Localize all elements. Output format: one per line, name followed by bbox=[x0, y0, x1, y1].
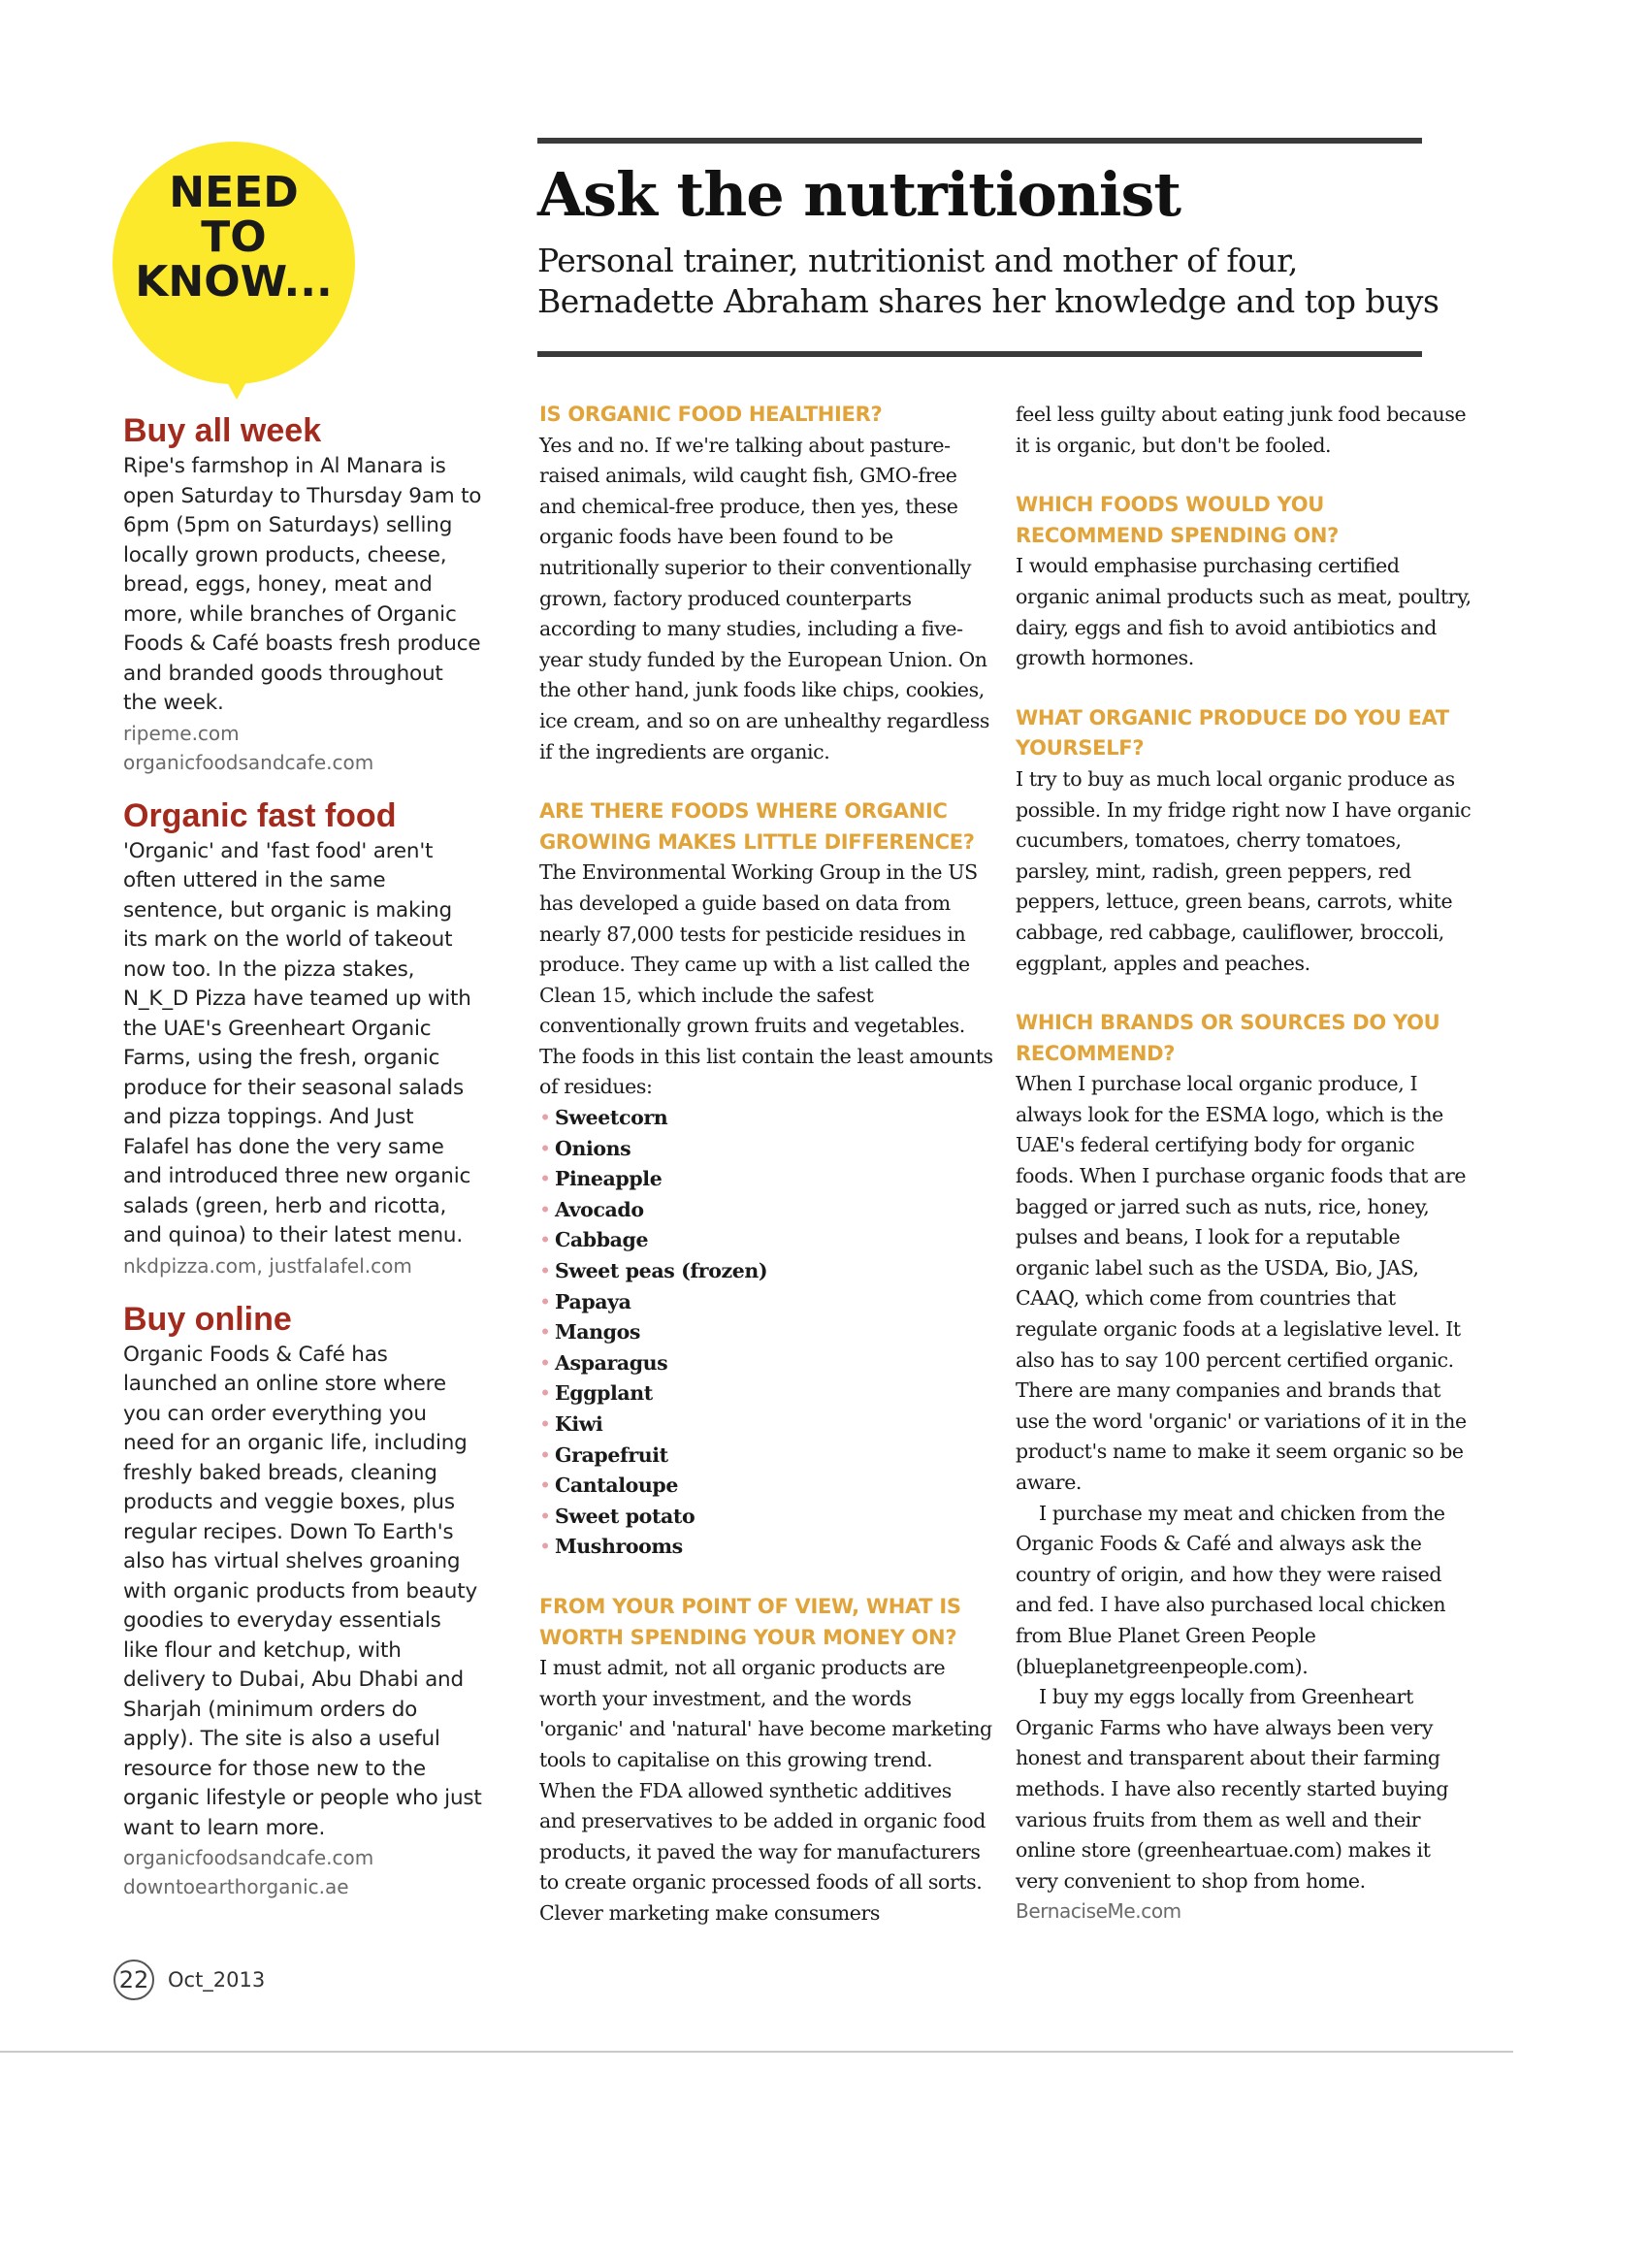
question-heading: WHICH FOODS WOULD YOU RECOMMEND SPENDING ON? bbox=[1016, 493, 1340, 547]
sidebar-section-buy-online bbox=[123, 1300, 482, 1902]
sidebar-link[interactable]: ripeme.com bbox=[123, 721, 240, 745]
article-column-2 bbox=[1016, 400, 1471, 1928]
list-item: • Papaya bbox=[539, 1287, 993, 1318]
sidebar-heading: Organic fast food bbox=[123, 796, 397, 834]
list-item: • Kiwi bbox=[539, 1409, 993, 1441]
title-rule-top bbox=[537, 138, 1422, 144]
sidebar-heading: Buy all week bbox=[123, 412, 322, 449]
scan-edge-line bbox=[0, 2051, 1513, 2053]
list-item: • Mushrooms bbox=[539, 1532, 993, 1563]
list-item: • Sweet peas (frozen) bbox=[539, 1256, 993, 1287]
badge-line: TO bbox=[201, 212, 267, 262]
sidebar-heading: Buy online bbox=[123, 1300, 292, 1338]
answer-text: I would emphasise purchasing certified organic animal products such as meat, poultry, dairy, eggs and fish to avoid antibiotics and growth hormones. bbox=[1016, 554, 1471, 670]
sidebar-body: Ripe's farmshop in Al Manara is open Saturday to Thursday 9am to 6pm (5pm on Saturdays) selling locally grown products, cheese, bread, eggs, honey, meat and more, while branches of Organic Foods & Café boasts fresh produce and branded goods throughout the week. bbox=[123, 454, 482, 715]
answer-text: I try to buy as much local organic produce as possible. In my fridge right now I have organic cucumbers, tomatoes, cherry tomatoes, parsley, mint, radish, green peppers, red peppers, lettuce, green beans, carrots, white cabbage, red cabbage, cauliflower, broccoli, eggplant, apples and peaches. bbox=[1016, 766, 1471, 975]
sidebar-section-organic-fast-food bbox=[123, 796, 482, 1280]
list-item: • Sweetcorn bbox=[539, 1103, 993, 1134]
sidebar-link[interactable]: nkdpizza.com, justfalafel.com bbox=[123, 1253, 412, 1278]
answer-text: When I purchase local organic produce, I always look for the ESMA logo, which is the UAE's federal certifying body for organic foods. When I purchase organic foods that are bagged or jarred such as nuts, rice, honey, pulses and beans, I look for a reputable organic label such as the USDA, Bio, JAS, CAAQ, which come from countries that regulate organic foods at a legislative level. It also has to say 100 percent certified organic. There are many companies and brands that use the word 'organic' or variations of it in the product's name to make it seem organic so be aware. bbox=[1016, 1072, 1467, 1494]
question-heading: WHICH BRANDS OR SOURCES DO YOU RECOMMEND? bbox=[1016, 1011, 1440, 1065]
badge-text bbox=[113, 168, 355, 307]
article-title: Ask the nutritionist bbox=[537, 159, 1181, 230]
sidebar-link[interactable]: downtoearthorganic.ae bbox=[123, 1875, 349, 1898]
page-folio bbox=[113, 1960, 265, 2000]
sidebar bbox=[123, 411, 482, 1921]
answer-text: feel less guilty about eating junk food because it is organic, but don't be fooled. bbox=[1016, 403, 1467, 457]
question-heading: WHAT ORGANIC PRODUCE DO YOU EAT YOURSELF? bbox=[1016, 705, 1449, 761]
list-item: • Avocado bbox=[539, 1195, 993, 1226]
question-heading: FROM YOUR POINT OF VIEW, WHAT IS WORTH SPENDING YOUR MONEY ON? bbox=[539, 1594, 961, 1649]
list-item: • Cabbage bbox=[539, 1225, 993, 1256]
question-heading: IS ORGANIC FOOD HEALTHIER? bbox=[539, 403, 883, 426]
badge-line: KNOW... bbox=[135, 257, 333, 307]
answer-text: I must admit, not all organic products are worth your investment, and the words 'organic' and 'natural' have become marketing tools to capitalise on this growing trend. When the FDA allowed synthetic additives and preservatives to be added in organic food products, it paved the way for manufacturers to create organic processed foods of all sorts. Clever marketing make consumers bbox=[539, 1656, 992, 1925]
list-item: • Onions bbox=[539, 1134, 993, 1165]
list-item: • Mangos bbox=[539, 1317, 993, 1348]
answer-text: I purchase my meat and chicken from the Organic Foods & Café and always ask the country of origin, and how they were raised and fed. I have also purchased local chicken from Blue Planet Green People (blueplanetgreenpeople.com). bbox=[1016, 1501, 1446, 1678]
list-item: • Cantaloupe bbox=[539, 1471, 993, 1502]
answer-text: The Environmental Working Group in the US has developed a guide based on data from nearly 87,000 tests for pesticide residues in produce. They came up with a list called the Clean 15, which include the safest conventionally grown fruits and vegetables. The foods in this list contain the least amounts of residues: bbox=[539, 860, 993, 1099]
issue-date: Oct_2013 bbox=[168, 1968, 266, 1992]
clean-15-list bbox=[539, 1103, 993, 1563]
article-subtitle: Personal trainer, nutritionist and mother of four, Bernadette Abraham shares her knowledge and top buys bbox=[537, 242, 1439, 320]
list-item: • Eggplant bbox=[539, 1378, 993, 1409]
sidebar-body: Organic Foods & Café has launched an online store where you can order everything you need for an organic life, including freshly baked breads, cleaning products and veggie boxes, plus regular recipes. Down To Earth's also has virtual shelves groaning with organic products from beauty goodies to everyday essentials like flour and ketchup, with delivery to Dubai, Abu Dhabi and Sharjah (minimum orders do apply). The site is also a useful resource for those new to the organic lifestyle or people who just want to learn more. bbox=[123, 1342, 482, 1840]
badge-pointer bbox=[215, 361, 258, 400]
list-item: • Sweet potato bbox=[539, 1502, 993, 1533]
title-rule-bottom bbox=[537, 351, 1422, 357]
sidebar-link[interactable]: organicfoodsandcafe.com bbox=[123, 750, 374, 774]
page-number: 22 bbox=[113, 1960, 154, 2000]
article-column-1 bbox=[539, 400, 993, 1929]
question-heading: ARE THERE FOODS WHERE ORGANIC GROWING MAKES LITTLE DIFFERENCE? bbox=[539, 799, 975, 854]
list-item: • Asparagus bbox=[539, 1348, 993, 1379]
badge-line: NEED bbox=[169, 168, 299, 217]
author-website-link[interactable]: BernaciseMe.com bbox=[1016, 1899, 1181, 1924]
answer-text: I buy my eggs locally from Greenheart Organic Farms who have always been very honest and transparent about their farming methods. I have also recently started buying various fruits from them as well and their online store (greenheartuae.com) makes it very convenient to shop from home. bbox=[1016, 1685, 1449, 1893]
list-item: • Grapefruit bbox=[539, 1441, 993, 1472]
sidebar-section-buy-all-week bbox=[123, 411, 482, 777]
sidebar-body: 'Organic' and 'fast food' aren't often uttered in the same sentence, but organic is making its mark on the world of takeout now too. In the pizza stakes, N_K_D Pizza have teamed up with the UAE's Greenheart Organic Farms, using the fresh, organic produce for their seasonal salads and pizza toppings. And Just Falafel has done the very same and introduced three new organic salads (green, herb and ricotta, and quinoa) to their latest menu. bbox=[123, 838, 471, 1247]
answer-text: Yes and no. If we're talking about pasture-raised animals, wild caught fish, GMO-free and chemical-free produce, then yes, these organic foods have been found to be nutritionally superior to their conventionally grown, factory produced counterparts according to many studies, including a five-year study funded by the European Union. On the other hand, junk foods like chips, cookies, ice cream, and so on are unhealthy regardless if the ingredients are organic. bbox=[539, 433, 989, 763]
list-item: • Pineapple bbox=[539, 1164, 993, 1195]
sidebar-link[interactable]: organicfoodsandcafe.com bbox=[123, 1846, 374, 1869]
